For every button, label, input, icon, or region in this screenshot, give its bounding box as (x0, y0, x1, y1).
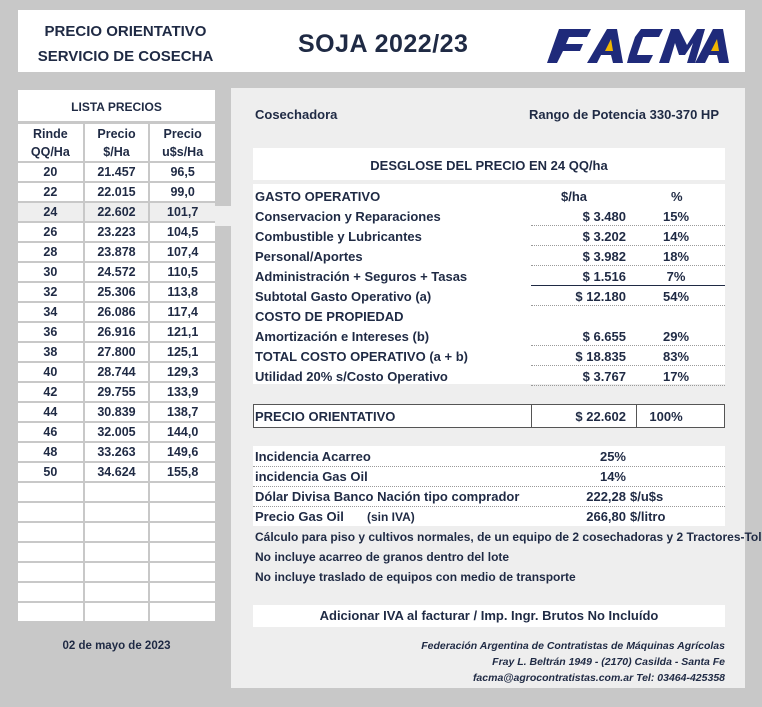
facma-logo (545, 27, 730, 65)
item-label: Administración + Seguros + Tasas (255, 269, 468, 284)
cell-price-usd: 121,1 (149, 322, 215, 342)
empty-cell (84, 522, 150, 542)
row-divider (531, 265, 725, 266)
price-list-table (18, 124, 215, 623)
empty-cell (18, 582, 84, 602)
empty-table-row (18, 482, 215, 502)
cell-price-ars: 27.800 (84, 342, 150, 362)
item-label: Amortización e Intereses (b) (255, 329, 430, 344)
cell-price-usd: 99,0 (149, 182, 215, 202)
item-value: $ 6.655 (582, 329, 626, 344)
col-header-precio-ars: Precio (84, 124, 150, 143)
row-divider (253, 486, 725, 487)
table-row (18, 342, 215, 362)
item-percent: 29% (662, 329, 690, 344)
empty-cell (18, 502, 84, 522)
empty-table-row (18, 562, 215, 582)
table-row (18, 322, 215, 342)
cell-yield: 28 (18, 242, 84, 262)
table-row (18, 462, 215, 482)
row-divider (531, 285, 725, 286)
table-row (18, 162, 215, 182)
cell-price-usd: 117,4 (149, 302, 215, 322)
row-divider (531, 305, 725, 306)
note-line: Cálculo para piso y cultivos normales, de un equipo de 2 cosechadoras y 2 Tractores-Tol (255, 530, 762, 544)
header-banner (18, 10, 745, 72)
empty-cell (149, 522, 215, 542)
col-header-percent: % (671, 189, 683, 204)
empty-cell (149, 562, 215, 582)
table-row (18, 202, 215, 222)
cell-price-usd: 138,7 (149, 402, 215, 422)
row-divider (531, 225, 725, 226)
empty-cell (149, 602, 215, 622)
note-line: No incluye acarreo de granos dentro del lote (255, 550, 510, 564)
item-value: $ 3.202 (582, 229, 626, 244)
header-line-1: PRECIO ORIENTATIVO (44, 23, 207, 40)
empty-cell (18, 562, 84, 582)
table-row (18, 262, 215, 282)
price-list-title: LISTA PRECIOS (18, 90, 215, 124)
cell-yield: 50 (18, 462, 84, 482)
empty-table-row (18, 542, 215, 562)
col-header-per-ha: $/ha (561, 189, 588, 204)
incidence-value: 25% (599, 449, 626, 464)
highlight-connector (215, 206, 231, 226)
empty-cell (149, 582, 215, 602)
empty-cell (84, 602, 150, 622)
empty-cell (149, 542, 215, 562)
col-header-rinde: Rinde (18, 124, 84, 143)
cell-price-ars: 30.839 (84, 402, 150, 422)
item-percent: 15% (662, 209, 690, 224)
vat-note: Adicionar IVA al facturar / Imp. Ingr. Brutos No Incluído (319, 608, 659, 623)
cell-price-usd: 110,5 (149, 262, 215, 282)
incidence-label: incidencia Gas Oil (255, 469, 368, 484)
cell-price-usd: 149,6 (149, 442, 215, 462)
power-range-label: Rango de Potencia 330-370 HP (528, 107, 719, 122)
table-row (18, 222, 215, 242)
header-line-2: SERVICIO DE COSECHA (37, 48, 214, 65)
cell-price-usd: 155,8 (149, 462, 215, 482)
col-header-precio-usd: Precio (163, 126, 202, 141)
empty-table-row (18, 582, 215, 602)
cell-yield: 46 (18, 422, 84, 442)
item-label: Conservacion y Reparaciones (255, 209, 441, 224)
incidence-value: 222,28 (586, 489, 626, 504)
item-value: $ 1.516 (582, 269, 626, 284)
empty-cell (149, 502, 215, 522)
table-row (18, 302, 215, 322)
cell-yield: 42 (18, 382, 84, 402)
cell-price-ars: 21.457 (84, 162, 150, 182)
section-ownership-cost: COSTO DE PROPIEDAD (255, 309, 404, 324)
incidence-label: Dólar Divisa Banco Nación tipo comprador (255, 489, 520, 504)
section-operating-cost: GASTO OPERATIVO (255, 189, 381, 204)
table-header-row (18, 124, 215, 143)
item-label: Combustible y Lubricantes (255, 229, 422, 244)
cell-price-usd: 101,7 (149, 202, 215, 222)
empty-table-row (18, 502, 215, 522)
empty-table-row (18, 522, 215, 542)
item-label: Personal/Aportes (255, 249, 363, 264)
item-value: $ 3.982 (582, 249, 626, 264)
item-percent: 7% (666, 269, 686, 284)
item-percent: 14% (662, 229, 690, 244)
table-row (18, 362, 215, 382)
table-row (18, 442, 215, 462)
incidence-label: Precio Gas Oil (255, 509, 344, 524)
price-breakdown-panel (231, 88, 762, 688)
item-label: TOTAL COSTO OPERATIVO (a + b) (255, 349, 468, 364)
col-unit-ars-ha: $/Ha (84, 143, 150, 162)
cell-yield: 36 (18, 322, 84, 342)
col-unit-usd-ha: u$s/Ha (149, 143, 215, 162)
item-value: $ 18.835 (575, 349, 626, 364)
cell-price-usd: 125,1 (149, 342, 215, 362)
table-row (18, 422, 215, 442)
empty-table-row (18, 602, 215, 622)
cell-price-ars: 23.223 (84, 222, 150, 242)
cell-yield: 24 (18, 202, 84, 222)
cell-price-ars: 26.916 (84, 322, 150, 342)
incidence-label: Incidencia Acarreo (255, 449, 371, 464)
table-header-units-row (18, 143, 215, 162)
cell-yield: 22 (18, 182, 84, 202)
incidence-value: 266,80 (586, 509, 626, 524)
cell-price-usd: 104,5 (149, 222, 215, 242)
cell-price-ars: 29.755 (84, 382, 150, 402)
item-percent: 18% (662, 249, 690, 264)
table-row (18, 282, 215, 302)
row-divider (531, 245, 725, 246)
empty-cell (18, 542, 84, 562)
cell-price-ars: 22.015 (84, 182, 150, 202)
table-row (18, 182, 215, 202)
row-divider (253, 466, 725, 467)
empty-cell (84, 542, 150, 562)
incidence-label-note: (sin IVA) (367, 510, 415, 524)
cell-price-usd: 133,9 (149, 382, 215, 402)
cell-yield: 40 (18, 362, 84, 382)
row-divider (253, 506, 725, 507)
item-percent: 54% (662, 289, 690, 304)
row-divider (531, 345, 725, 346)
empty-cell (84, 502, 150, 522)
incidence-unit: $/u$s (630, 489, 664, 504)
item-percent: 83% (662, 349, 690, 364)
cell-price-usd: 107,4 (149, 242, 215, 262)
cell-price-ars: 32.005 (84, 422, 150, 442)
cell-price-usd: 144,0 (149, 422, 215, 442)
item-percent: 17% (662, 369, 690, 384)
empty-cell (18, 482, 84, 502)
reference-price-percent: 100% (649, 409, 683, 424)
machine-label: Cosechadora (255, 107, 338, 122)
table-row (18, 402, 215, 422)
incidence-unit: $/litro (630, 509, 666, 524)
item-label: Utilidad 20% s/Costo Operativo (255, 369, 448, 384)
breakdown-title: DESGLOSE DEL PRECIO EN 24 QQ/ha (370, 158, 608, 173)
incidence-value: 14% (599, 469, 626, 484)
cell-price-ars: 22.602 (84, 202, 150, 222)
item-value: $ 3.480 (582, 209, 626, 224)
cell-yield: 26 (18, 222, 84, 242)
empty-cell (18, 522, 84, 542)
col-unit-qq-ha: QQ/Ha (18, 143, 84, 162)
cell-yield: 44 (18, 402, 84, 422)
cell-price-ars: 24.572 (84, 262, 150, 282)
row-divider (531, 385, 725, 386)
cell-yield: 20 (18, 162, 84, 182)
cell-yield: 38 (18, 342, 84, 362)
empty-cell (84, 582, 150, 602)
item-value: $ 12.180 (575, 289, 626, 304)
cell-price-ars: 25.306 (84, 282, 150, 302)
table-row (18, 382, 215, 402)
footer-address: Fray L. Beltrán 1949 - (2170) Casilda - Santa Fe (492, 656, 725, 668)
empty-cell (18, 602, 84, 622)
reference-price-label: PRECIO ORIENTATIVO (255, 409, 396, 424)
cell-yield: 34 (18, 302, 84, 322)
item-label: Subtotal Gasto Operativo (a) (255, 289, 432, 304)
cell-price-usd: 129,3 (149, 362, 215, 382)
cell-yield: 32 (18, 282, 84, 302)
item-value: $ 3.767 (582, 369, 626, 384)
price-list-panel (18, 90, 215, 623)
date-label: 02 de mayo de 2023 (62, 640, 171, 652)
reference-price-value: $ 22.602 (575, 409, 626, 424)
cell-yield: 30 (18, 262, 84, 282)
cell-price-usd: 113,8 (149, 282, 215, 302)
footer-org: Federación Argentina de Contratistas de Máquinas Agrícolas (421, 640, 725, 652)
note-line: No incluye traslado de equipos con medio de transporte (255, 570, 576, 584)
cell-yield: 48 (18, 442, 84, 462)
empty-cell (84, 562, 150, 582)
footer-contact: facma@agrocontratistas.com.ar Tel: 03464-425358 (472, 672, 725, 684)
page-title: SOJA 2022/23 (298, 30, 469, 58)
cell-price-usd: 96,5 (149, 162, 215, 182)
cell-price-ars: 23.878 (84, 242, 150, 262)
empty-cell (84, 482, 150, 502)
table-row (18, 242, 215, 262)
empty-cell (149, 482, 215, 502)
cell-price-ars: 34.624 (84, 462, 150, 482)
row-divider (531, 365, 725, 366)
cell-price-ars: 33.263 (84, 442, 150, 462)
cell-price-ars: 28.744 (84, 362, 150, 382)
cell-price-ars: 26.086 (84, 302, 150, 322)
